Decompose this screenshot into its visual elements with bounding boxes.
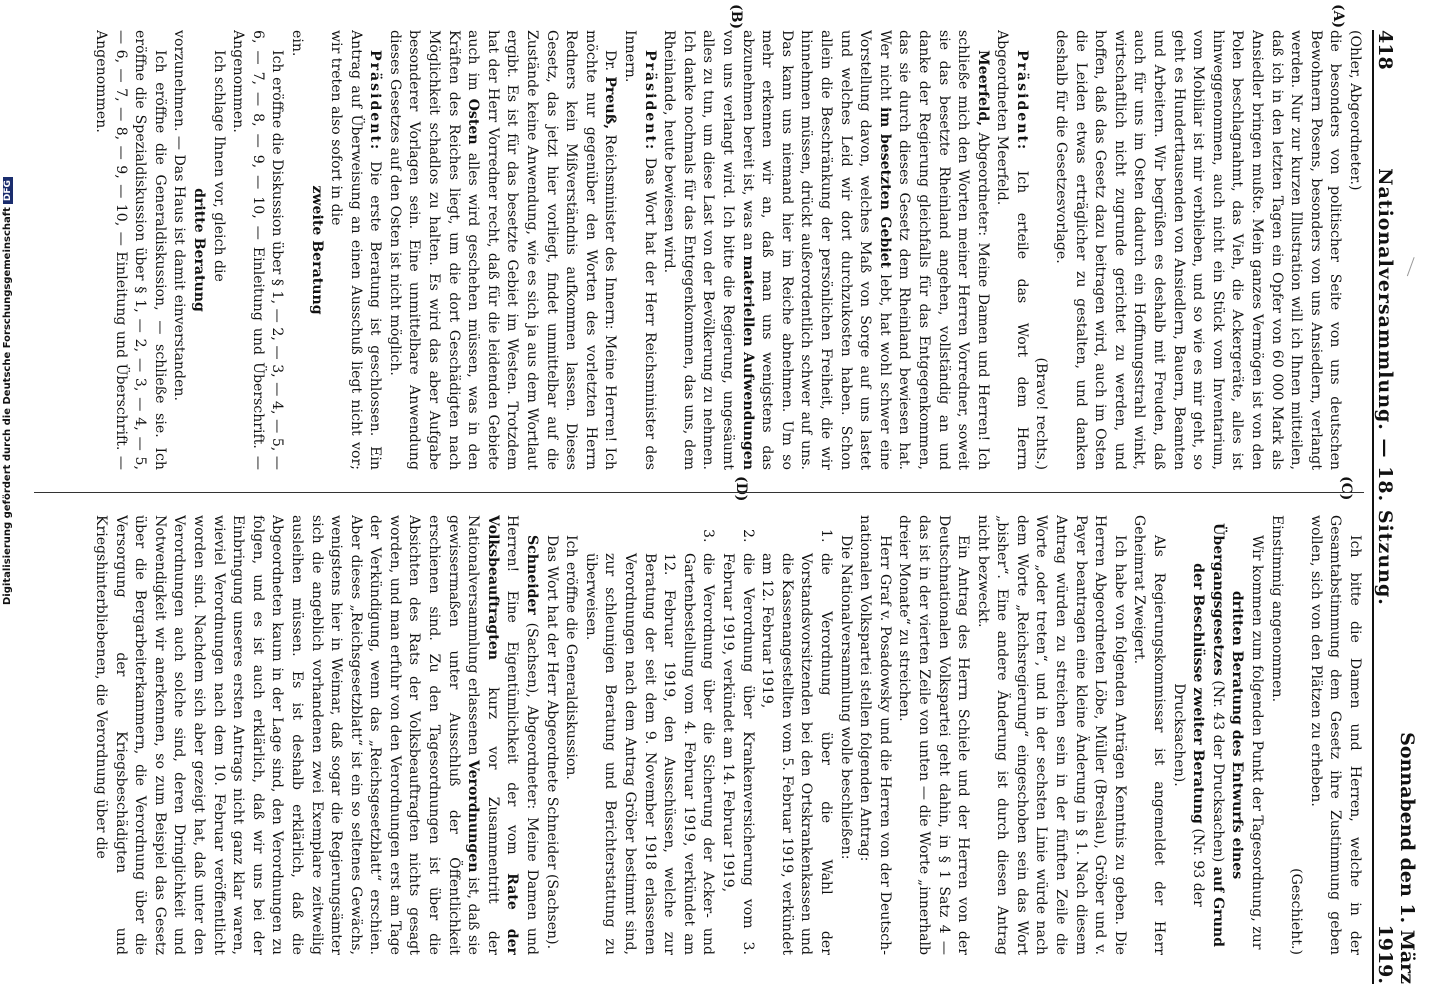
section-heading	[306, 30, 326, 470]
emphasis: Rate der Volksbeauftragten	[484, 515, 521, 955]
paragraph	[228, 30, 287, 470]
paragraph	[855, 515, 894, 955]
paragraph-text: (Sachsen), Abgeordneter: Meine Damen und Herren! Eine Eigentümlichkeit der vom	[504, 515, 541, 955]
speaker-ref-text: (Ohler, Abgeordneter.)	[1347, 30, 1363, 191]
speaker-ref	[1344, 30, 1364, 470]
interjection-text: (Bravo! rechts.)	[1033, 357, 1050, 470]
paragraph-text: die besonders von politischer Seite von uns deutschen Bewohnern Posens, besonders von uns Ansiedlern, verlangt werden. Nur zur kurzen Illustration will ich Ihnen mitteilen, daß ich in den letzten Tagen ein Opfer von 60 000 Mark als Ansiedler bringen mußte. Mein ganzes Vermögen ist von den Polen beschlagnahmt, das Vieh, die Ackergeräte, alles ist hinweggenommen, auch nicht ein Stück vom Inventarium, vom Mobiliar ist mir verblieben, und so wie es mir geht, so geht es Hunderttausenden von Ansiedlern, Bauern, Beamten und Arbeitern. Wir begrüßen es deshalb mit Freuden, daß auch für uns im Osten dadurch ein Hoffnungsstrahl winkt, wirtschaftlich nicht zugrunde gerichtet zu werden, und hoffen, daß das Gesetz dazu beitragen wird, auch im Osten die Leiden etwas erträglicher zu gestalten, und danken deshalb für die Gesetzesvorlage.	[1053, 30, 1344, 470]
agenda-ref: (Nr. 43 der Drucksachen)	[1209, 680, 1226, 863]
interjection	[1286, 515, 1306, 955]
list-number: 2.	[739, 529, 756, 543]
paragraph	[541, 515, 561, 955]
speaker-name: Präsident:	[641, 50, 658, 152]
paragraph-text: vorzunehmen. — Das Haus ist damit einverstanden.	[171, 30, 188, 401]
paragraph	[384, 30, 619, 470]
page-date: Sonnabend den 1. März 1919.	[1374, 732, 1418, 984]
right-column	[34, 515, 1364, 955]
list-item	[580, 515, 717, 955]
paragraph	[1246, 515, 1266, 955]
paragraph	[1051, 30, 1345, 470]
speaker-title: Dr.	[602, 50, 619, 71]
paragraph-text: alles wird geschehen müssen, was in den Kräften des Reiches liegt, um die dort Geschädigten nach Möglichkeit schadlos zu halten. Es wird das aber Aufgabe besonderer Vorlagen sein. Eine unmittelbare Anwendung dieses Gesetzes auf den Osten ist nicht möglich.	[386, 30, 482, 470]
paragraph-text: von uns verlangt wird. Ich bitte die Regierung, ungesäumt alles zu tun, um diese Last von der Bevölkerung zu nehmen. Ich danke nochmals für das Entgegenkommen, das uns, dem Rheinlande, heute bewiesen wird.	[661, 30, 736, 470]
paragraph	[972, 515, 1129, 955]
speaker-name: Schneider	[524, 535, 541, 615]
paragraph	[1129, 515, 1168, 955]
paragraph-text: Ich habe von folgenden Anträgen Kenntnis zu geben. Die Herren Abgeordneten Löbe, Müller (Breslau), Gröber und v. Payer beantragen eine kleine Änderung in § 1. Nach diesem Antrag würden zu streichen sein in der fünften Zeile die Worte „oder treten“, und in der sechsten Linie würde nach dem Worte „Reichsregierung“ eingeschoben sein das Wort „bisher“. Eine andere Änderung ist durch diesen Antrag nicht bezweckt.	[974, 515, 1128, 955]
paragraph-text: Die Nationalversammlung wolle beschließen:	[837, 535, 854, 860]
agenda-title: dritten Beratung des Entwurfs eines Übergangsgesetzes	[1209, 523, 1246, 880]
interjection-text: (Geschieht.)	[1288, 868, 1305, 955]
emphasis: Verordnungen	[465, 759, 482, 873]
paragraph-text: Das Wort hat der Herr Reichsminister des Innern.	[622, 30, 658, 470]
page-title: Nationalversammlung. — 18. Sitzung.	[1374, 168, 1396, 606]
digitization-credit	[2, 0, 13, 605]
speaker-name: Preuß,	[602, 76, 619, 130]
credit-text: Digitalisierung gefördert durch die Deutsche Forschungsgemeinschaft	[2, 207, 13, 605]
paragraph	[992, 30, 1031, 470]
paragraph-text: Einstimmig angenommen.	[1268, 515, 1285, 703]
paragraph-text: Die erste Beratung ist geschlossen. Ein Antrag auf Überweisung an einen Ausschuß liegt nicht vor; wir treten also sofort in die	[328, 30, 384, 470]
interjection	[1031, 30, 1051, 470]
paragraph-text: Ich bitte die Damen und Herren, welche in der Gesamtabstimmung dem Gesetz ihre Zustimmung geben wollen, sich von den Plätzen zu erheben.	[1307, 515, 1363, 955]
column-divider	[34, 492, 1364, 493]
paragraph-text: kurz vor Zusammentritt der Nationalversammlung erlassenen	[465, 515, 501, 955]
page-number: 418	[1374, 30, 1396, 70]
emphasis: Osten	[465, 98, 482, 145]
margin-marker-a: (A)	[1330, 4, 1346, 29]
paragraph-text: Das Wort hat der Herr Abgeordnete Schneider (Sachsen).	[543, 535, 560, 950]
paragraph-text: Ich eröffne die Generaldiskussion, — schließe sie. Ich eröffne die Spezialdiskussion über § 1, — 2, — 3, — 4, — 5, — 6, — 7, — 8, — 9, — 10, — Einleitung und Überschrift. — Angenommen.	[93, 30, 168, 470]
paragraph	[894, 515, 972, 955]
paragraph	[1266, 515, 1286, 955]
section-heading-text: zweite Beratung	[308, 185, 325, 315]
margin-marker-c: (C)	[1338, 476, 1354, 501]
list-item	[757, 515, 835, 955]
rotated-page	[24, 0, 1424, 1000]
left-column	[34, 30, 1364, 470]
agenda-ref: (Nr. 93 der Drucksachen).	[1170, 683, 1207, 907]
section-heading	[188, 30, 208, 470]
paragraph	[169, 30, 189, 470]
list-item-text: die Verordnung über Krankenversicherung vom 3. Februar 1919, verkündet am 14. Februar 1919,	[720, 553, 756, 955]
margin-marker-b: (B)	[728, 4, 744, 30]
speaker-name: Meerfeld,	[974, 50, 991, 127]
paragraph-text: Abgeordneter: Meine Damen und Herren! Ich schließe mich den Worten meiner Herren Vorredner, soweit sie das besetzte Rheinland angehen, vollständig an und danke der Regierung gleichfalls für das Entgegenkommen, das sie durch dieses Gesetz dem Rheinland bewiesen hat. Wer nicht	[876, 30, 991, 470]
paragraph	[326, 30, 385, 470]
paragraph-text: Ein Antrag des Herrn Schiele und der Herren von der Deutschnationalen Volkspartei geht dahin, in § 1 Satz 4 — das ist in der vierten Zeile von unten — die Worte „innerhalb dreier Monate“ zu streichen.	[896, 515, 972, 955]
emphasis: im besetzten Gebiet	[876, 107, 893, 269]
paragraph-text: Wir kommen zum folgenden Punkt der Tagesordnung, zur	[1249, 535, 1266, 950]
emphasis: materiellen Aufwendungen	[739, 255, 756, 470]
paragraph-text: Ich erteile das Wort dem Herrn Abgeordneten Meerfeld.	[994, 30, 1030, 470]
paragraph	[286, 30, 306, 470]
paragraph-text: Reichsminister des Innern: Meine Herren! Ich möchte nur gegenüber den Worten des vorletzten Herrn Redners kein Mißverständnis aufkommen lassen. Dieses Gesetz, das jetzt hier vorliegt, findet unmittelbar auf die Zustände keine Anwendung, wie es sich ja aus dem Wortlaut ergibt. Es ist für das besetzte Gebiet im Westen. Trotzdem hat der Herr Vorredner recht, daß für die leidenden Gebiete auch im	[465, 30, 619, 470]
list-item-text: die Verordnung über die Sicherung der Acker- und Gartenbestellung vom 4. Februar 1919, verkündet am 12. Februar 1919, den Ausschüssen, welche zur Beratung der seit dem 9. November 1918 erlassenen Verordnungen nach dem Antrag Gröber bestimmt sind, zur schleunigen Beratung und Berichterstattung zu überweisen.	[582, 553, 717, 955]
agenda-title: auf Grund der Beschlüsse zweiter Beratung	[1190, 563, 1226, 947]
list-item	[717, 515, 756, 955]
list-item-text: die Verordnung über die Wahl der Vorstandsvorsitzenden bei den Ortskrankenkassen und die Kassenangestellten vom 5. Februar 1919, verkündet am 12. Februar 1919,	[759, 553, 834, 955]
paragraph	[659, 30, 992, 470]
speaker-name: Präsident:	[367, 50, 384, 152]
paragraph-text: ein.	[288, 30, 305, 57]
dfg-logo: DFG	[3, 177, 13, 204]
agenda-item	[1168, 515, 1246, 955]
paragraph	[90, 515, 541, 955]
paragraph-text: ist, daß sie gewissermaßen unter Ausschluß der Öffentlichkeit erschienen sind. Zu den Tagesordnungen ist über die Absichten des Rats der Volksbeauftragten nichts gesagt worden, und man erfuhr von den Verordnungen erst am Tage der Verkündigung, wenn das „Reichsgesetzblatt“ erschien. Aber dieses „Reichsgesetzblatt“ ist ein so seltenes Gewächs, wenigstens hier in Weimar, daß sogar die Regierungsämter sich die angeblich vorhandenen zwei Exemplare zeitweilig ausleihen müssen. Es ist deshalb erklärlich, daß die Abgeordneten kaum in der Lage sind, den Verordnungen zu folgen, und es ist auch erklärlich, daß wir uns bei der Einbringung unseres ersten Antrags nicht ganz klar waren, wieviel Verordnungen nach dem 10. Februar veröffentlicht worden sind. Nachdem sich aber gezeigt hat, daß unter den Verordnungen auch solche sind, deren Dringlichkeit und Notwendigkeit wir anerkennen, so zum Beispiel das Gesetz über die Bergarbeiterkammern, die Verordnung über die Versorgung der Kriegsbeschädigten und Kriegshinterbliebenen, die Verordnung über die	[93, 515, 482, 955]
margin-marker-d: (D)	[733, 476, 749, 502]
paragraph-text: Ich eröffne die Diskussion über § 1, — 2, — 3, — 4, — 5, — 6, — 7, — 8, — 9, — 10, — Einleitung und Überschrift. — Angenommen.	[230, 30, 286, 470]
paragraph-text: Herr Graf v. Posadowsky und die Herren von der Deutsch-nationalen Volkspartei stellen folgenden Antrag:	[857, 515, 893, 955]
speaker-name: Präsident:	[1013, 50, 1030, 152]
list-number: 3.	[700, 529, 717, 543]
paragraph-text: Ich eröffne die Generaldiskussion.	[563, 535, 580, 780]
page-header	[1372, 30, 1418, 984]
paragraph	[208, 30, 228, 470]
paragraph	[619, 30, 658, 470]
paragraph-text: Ich schlage Ihnen vor, gleich die	[210, 50, 227, 282]
paragraph	[90, 30, 168, 470]
paragraph-text: lebt, hat wohl schwer eine Vorstellung davon, welches Maß von Sorge auf uns lastet und welches Leid wir dort durchzukosten haben. Schon allein die Beschränkung der persönlichen Freiheit, die wir hinnehmen müssen, drückt außerordentlich schwer auf uns. Das kann uns niemand hier im Reiche abnehmen. Um so mehr erkennen wir an, daß man uns wenigstens das abzunehmen bereit ist, was an	[739, 30, 893, 470]
paragraph	[835, 515, 855, 955]
list-number: 1.	[817, 529, 834, 543]
section-heading-text: dritte Beratung	[190, 188, 207, 312]
paragraph	[561, 515, 581, 955]
paragraph	[1305, 515, 1364, 955]
paragraph-text: Als Regierungskommissar ist angemeldet der Herr Geheimrat Zweigert.	[1131, 515, 1168, 955]
